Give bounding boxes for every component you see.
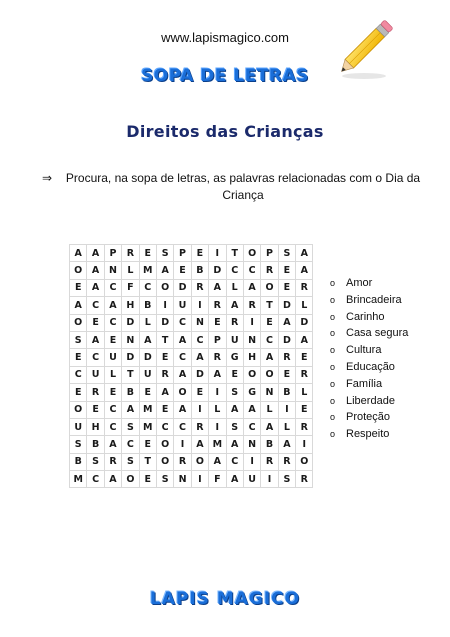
- grid-cell[interactable]: E: [296, 349, 313, 366]
- word-label: Proteção: [346, 411, 391, 424]
- grid-cell[interactable]: C: [139, 279, 156, 296]
- grid-cell[interactable]: C: [104, 401, 121, 418]
- grid-cell[interactable]: E: [87, 401, 104, 418]
- grid-cell[interactable]: S: [122, 418, 139, 435]
- word-label: Carinho: [346, 310, 385, 323]
- grid-cell[interactable]: R: [296, 471, 313, 488]
- grid-cell[interactable]: A: [104, 297, 121, 314]
- grid-cell[interactable]: S: [122, 453, 139, 470]
- grid-cell[interactable]: I: [209, 418, 226, 435]
- grid-cell[interactable]: D: [278, 297, 295, 314]
- grid-cell[interactable]: E: [296, 401, 313, 418]
- grid-row: [70, 418, 313, 435]
- grid-cell[interactable]: I: [174, 436, 191, 453]
- grid-cell[interactable]: C: [191, 331, 208, 348]
- word-list-item: [330, 275, 408, 292]
- grid-cell[interactable]: M: [139, 418, 156, 435]
- word-label: Família: [346, 377, 383, 390]
- grid-cell[interactable]: A: [174, 366, 191, 383]
- grid-cell[interactable]: E: [278, 262, 295, 279]
- grid-cell[interactable]: C: [87, 297, 104, 314]
- grid-cell[interactable]: D: [209, 262, 226, 279]
- arrow-icon: ⇒: [42, 171, 53, 185]
- grid-cell[interactable]: R: [209, 349, 226, 366]
- bullet-icon: o: [330, 278, 336, 288]
- word-search-grid: [69, 244, 313, 488]
- grid-cell[interactable]: M: [139, 401, 156, 418]
- grid-cell[interactable]: R: [209, 297, 226, 314]
- grid-cell[interactable]: I: [191, 401, 208, 418]
- grid-cell[interactable]: O: [243, 245, 260, 262]
- grid-cell[interactable]: A: [156, 262, 173, 279]
- grid-cell[interactable]: R: [261, 262, 278, 279]
- grid-cell[interactable]: E: [139, 436, 156, 453]
- grid-cell[interactable]: U: [226, 331, 243, 348]
- grid-cell[interactable]: B: [139, 297, 156, 314]
- grid-cell[interactable]: R: [122, 245, 139, 262]
- grid-cell[interactable]: S: [87, 453, 104, 470]
- grid-row: [70, 297, 313, 314]
- grid-cell[interactable]: E: [156, 349, 173, 366]
- grid-cell[interactable]: E: [278, 366, 295, 383]
- grid-cell[interactable]: S: [226, 418, 243, 435]
- grid-cell[interactable]: T: [156, 331, 173, 348]
- grid-cell[interactable]: L: [296, 297, 313, 314]
- grid-cell[interactable]: O: [70, 262, 87, 279]
- grid-cell[interactable]: A: [70, 297, 87, 314]
- grid-cell[interactable]: A: [87, 279, 104, 296]
- grid-cell[interactable]: E: [278, 279, 295, 296]
- grid-cell[interactable]: N: [104, 262, 121, 279]
- grid-cell[interactable]: D: [278, 331, 295, 348]
- grid-cell[interactable]: O: [243, 366, 260, 383]
- word-label: Liberdade: [346, 394, 395, 407]
- grid-cell[interactable]: H: [122, 297, 139, 314]
- grid-cell[interactable]: A: [174, 401, 191, 418]
- word-list-item: [330, 409, 408, 426]
- grid-cell[interactable]: A: [87, 331, 104, 348]
- grid-row: [70, 436, 313, 453]
- grid-cell[interactable]: D: [122, 314, 139, 331]
- grid-cell[interactable]: N: [191, 314, 208, 331]
- grid-cell[interactable]: M: [139, 262, 156, 279]
- grid-cell[interactable]: R: [87, 384, 104, 401]
- grid-cell[interactable]: A: [209, 453, 226, 470]
- grid-cell[interactable]: O: [261, 279, 278, 296]
- grid-cell[interactable]: I: [296, 436, 313, 453]
- bullet-icon: o: [330, 412, 336, 423]
- bullet-icon: o: [330, 311, 336, 322]
- grid-cell[interactable]: C: [70, 366, 87, 383]
- grid-cell[interactable]: D: [296, 314, 313, 331]
- word-list-item: [330, 426, 408, 443]
- grid-cell[interactable]: C: [243, 418, 260, 435]
- bullet-icon: o: [330, 429, 336, 440]
- grid-cell[interactable]: A: [226, 436, 243, 453]
- grid-cell[interactable]: R: [174, 453, 191, 470]
- grid-cell[interactable]: O: [191, 453, 208, 470]
- grid-cell[interactable]: E: [104, 331, 121, 348]
- grid-cell[interactable]: E: [156, 401, 173, 418]
- word-list-item: [330, 325, 408, 342]
- grid-cell[interactable]: P: [261, 245, 278, 262]
- grid-cell[interactable]: O: [156, 436, 173, 453]
- grid-cell[interactable]: I: [191, 471, 208, 488]
- grid-cell[interactable]: E: [70, 384, 87, 401]
- grid-cell[interactable]: L: [139, 314, 156, 331]
- grid-row: [70, 349, 313, 366]
- grid-cell[interactable]: D: [122, 349, 139, 366]
- grid-cell[interactable]: T: [122, 366, 139, 383]
- grid-row: [70, 471, 313, 488]
- grid-cell[interactable]: A: [87, 245, 104, 262]
- grid-cell[interactable]: A: [278, 436, 295, 453]
- grid-cell[interactable]: M: [70, 471, 87, 488]
- grid-cell[interactable]: E: [261, 314, 278, 331]
- grid-cell[interactable]: P: [209, 331, 226, 348]
- grid-cell[interactable]: A: [278, 314, 295, 331]
- word-label: Brincadeira: [346, 293, 402, 306]
- grid-cell[interactable]: E: [70, 349, 87, 366]
- bullet-icon: o: [330, 378, 336, 389]
- grid-cell[interactable]: I: [261, 471, 278, 488]
- grid-row: [70, 366, 313, 383]
- word-label: Educação: [346, 360, 395, 373]
- grid-cell[interactable]: B: [87, 436, 104, 453]
- grid-cell[interactable]: O: [122, 471, 139, 488]
- grid-cell[interactable]: A: [87, 262, 104, 279]
- grid-row: [70, 245, 313, 262]
- grid-row: [70, 453, 313, 470]
- grid-cell[interactable]: A: [70, 245, 87, 262]
- grid-cell[interactable]: S: [226, 384, 243, 401]
- grid-cell[interactable]: I: [209, 245, 226, 262]
- grid-cell[interactable]: R: [278, 453, 295, 470]
- grid-cell[interactable]: E: [70, 279, 87, 296]
- grid-cell[interactable]: R: [261, 453, 278, 470]
- grid-cell[interactable]: D: [174, 279, 191, 296]
- grid-cell[interactable]: O: [174, 384, 191, 401]
- grid-cell[interactable]: R: [278, 349, 295, 366]
- grid-cell[interactable]: C: [104, 418, 121, 435]
- grid-cell[interactable]: D: [139, 349, 156, 366]
- grid-cell[interactable]: G: [243, 384, 260, 401]
- word-list-item: [330, 359, 408, 376]
- bullet-icon: o: [330, 294, 336, 305]
- grid-cell[interactable]: H: [243, 349, 260, 366]
- grid-cell[interactable]: D: [156, 314, 173, 331]
- grid-cell[interactable]: L: [104, 366, 121, 383]
- grid-cell[interactable]: B: [261, 436, 278, 453]
- word-list-item: [330, 309, 408, 326]
- grid-cell[interactable]: T: [226, 245, 243, 262]
- grid-cell[interactable]: I: [156, 297, 173, 314]
- grid-cell[interactable]: R: [156, 366, 173, 383]
- grid-cell[interactable]: S: [70, 436, 87, 453]
- grid-cell[interactable]: A: [156, 384, 173, 401]
- grid-cell[interactable]: T: [261, 297, 278, 314]
- grid-cell[interactable]: C: [104, 279, 121, 296]
- grid-cell[interactable]: A: [191, 436, 208, 453]
- grid-cell[interactable]: B: [122, 384, 139, 401]
- bullet-icon: o: [330, 328, 336, 339]
- grid-cell[interactable]: U: [174, 297, 191, 314]
- grid-cell[interactable]: A: [243, 279, 260, 296]
- grid-cell[interactable]: C: [174, 418, 191, 435]
- grid-cell[interactable]: N: [243, 436, 260, 453]
- grid-cell[interactable]: P: [174, 245, 191, 262]
- grid-cell[interactable]: U: [104, 349, 121, 366]
- word-label: Respeito: [346, 428, 390, 441]
- word-label: Cultura: [346, 344, 382, 357]
- word-label: Casa segura: [346, 327, 409, 340]
- footer-logo: LAPIS MAGICO: [149, 589, 301, 609]
- grid-cell[interactable]: E: [139, 384, 156, 401]
- grid-cell[interactable]: A: [296, 262, 313, 279]
- grid-cell[interactable]: E: [226, 366, 243, 383]
- grid-cell[interactable]: B: [278, 384, 295, 401]
- grid-cell[interactable]: C: [226, 262, 243, 279]
- grid-cell[interactable]: F: [209, 471, 226, 488]
- grid-cell[interactable]: U: [70, 418, 87, 435]
- grid-cell[interactable]: E: [139, 245, 156, 262]
- grid-cell[interactable]: A: [296, 331, 313, 348]
- grid-cell[interactable]: A: [226, 471, 243, 488]
- site-url[interactable]: www.lapismagico.com: [161, 30, 289, 45]
- grid-row: [70, 331, 313, 348]
- word-list-item: [330, 393, 408, 410]
- grid-cell[interactable]: C: [104, 314, 121, 331]
- grid-cell[interactable]: L: [226, 279, 243, 296]
- grid-cell[interactable]: A: [226, 297, 243, 314]
- grid-cell[interactable]: N: [261, 384, 278, 401]
- grid-row: [70, 384, 313, 401]
- grid-cell[interactable]: D: [191, 366, 208, 383]
- grid-cell[interactable]: S: [156, 471, 173, 488]
- grid-cell[interactable]: C: [174, 349, 191, 366]
- instruction-text: Procura, na sopa de letras, as palavras relacionadas com o Dia da Criança: [65, 171, 421, 202]
- grid-cell[interactable]: O: [70, 401, 87, 418]
- grid-cell[interactable]: P: [104, 245, 121, 262]
- grid-cell[interactable]: U: [87, 366, 104, 383]
- grid-cell[interactable]: A: [209, 279, 226, 296]
- word-list-item: [330, 342, 408, 359]
- word-list: [330, 275, 408, 443]
- grid-cell[interactable]: L: [278, 418, 295, 435]
- grid-cell[interactable]: S: [70, 331, 87, 348]
- grid-cell[interactable]: C: [156, 418, 173, 435]
- grid-cell[interactable]: A: [226, 401, 243, 418]
- grid-cell[interactable]: I: [191, 297, 208, 314]
- grid-cell[interactable]: R: [191, 418, 208, 435]
- grid-cell[interactable]: A: [174, 331, 191, 348]
- page-title: SOPA DE LETRAS: [141, 66, 309, 86]
- grid-cell[interactable]: A: [139, 331, 156, 348]
- grid-cell[interactable]: U: [243, 471, 260, 488]
- grid-cell[interactable]: S: [278, 471, 295, 488]
- grid-cell[interactable]: A: [296, 245, 313, 262]
- grid-cell[interactable]: L: [209, 401, 226, 418]
- grid-cell[interactable]: M: [209, 436, 226, 453]
- grid-cell[interactable]: E: [139, 471, 156, 488]
- grid-cell[interactable]: R: [296, 366, 313, 383]
- grid-cell[interactable]: O: [156, 279, 173, 296]
- grid-cell[interactable]: B: [191, 262, 208, 279]
- grid-cell[interactable]: E: [104, 384, 121, 401]
- grid-cell[interactable]: E: [87, 314, 104, 331]
- grid-cell[interactable]: A: [191, 349, 208, 366]
- grid-cell[interactable]: A: [104, 471, 121, 488]
- grid-cell[interactable]: C: [87, 471, 104, 488]
- bullet-icon: o: [330, 361, 336, 372]
- grid-cell[interactable]: L: [261, 401, 278, 418]
- grid-cell[interactable]: L: [296, 384, 313, 401]
- grid-cell[interactable]: E: [209, 314, 226, 331]
- instruction: [42, 170, 422, 204]
- grid-cell[interactable]: O: [156, 453, 173, 470]
- grid-cell[interactable]: C: [122, 436, 139, 453]
- grid-cell[interactable]: N: [122, 331, 139, 348]
- grid-cell[interactable]: E: [191, 384, 208, 401]
- grid-cell[interactable]: A: [122, 401, 139, 418]
- grid-cell[interactable]: O: [70, 314, 87, 331]
- grid-cell[interactable]: F: [122, 279, 139, 296]
- grid-cell[interactable]: S: [156, 245, 173, 262]
- grid-row: [70, 262, 313, 279]
- grid-cell[interactable]: I: [243, 453, 260, 470]
- grid-cell[interactable]: B: [70, 453, 87, 470]
- grid-cell[interactable]: E: [174, 262, 191, 279]
- grid-row: [70, 279, 313, 296]
- grid-cell[interactable]: A: [261, 349, 278, 366]
- bullet-icon: o: [330, 345, 336, 356]
- grid-cell[interactable]: L: [122, 262, 139, 279]
- grid-cell[interactable]: N: [174, 471, 191, 488]
- grid-cell[interactable]: I: [243, 314, 260, 331]
- bullet-icon: o: [330, 395, 336, 406]
- grid-cell[interactable]: A: [261, 418, 278, 435]
- grid-cell[interactable]: R: [191, 279, 208, 296]
- grid-cell[interactable]: N: [243, 331, 260, 348]
- grid-cell[interactable]: R: [104, 453, 121, 470]
- grid-cell[interactable]: R: [243, 297, 260, 314]
- grid-cell[interactable]: C: [261, 331, 278, 348]
- grid-cell[interactable]: A: [243, 401, 260, 418]
- grid-cell[interactable]: O: [261, 366, 278, 383]
- grid-cell[interactable]: H: [87, 418, 104, 435]
- grid-cell[interactable]: R: [296, 279, 313, 296]
- page-subtitle: Direitos das Crianças: [126, 122, 324, 141]
- grid-cell[interactable]: C: [243, 262, 260, 279]
- grid-cell[interactable]: A: [104, 436, 121, 453]
- grid-row: [70, 314, 313, 331]
- grid-cell[interactable]: R: [226, 314, 243, 331]
- grid-cell[interactable]: E: [191, 245, 208, 262]
- grid-cell[interactable]: I: [209, 384, 226, 401]
- grid-cell[interactable]: R: [296, 418, 313, 435]
- grid-cell[interactable]: A: [209, 366, 226, 383]
- grid-cell[interactable]: G: [226, 349, 243, 366]
- grid-row: [70, 401, 313, 418]
- grid-cell[interactable]: C: [87, 349, 104, 366]
- grid-cell[interactable]: I: [278, 401, 295, 418]
- word-list-item: [330, 292, 408, 309]
- word-list-item: [330, 376, 408, 393]
- grid-cell[interactable]: C: [226, 453, 243, 470]
- grid-cell[interactable]: T: [139, 453, 156, 470]
- word-label: Amor: [346, 277, 373, 289]
- grid-cell[interactable]: O: [296, 453, 313, 470]
- grid-cell[interactable]: U: [139, 366, 156, 383]
- grid-cell[interactable]: S: [278, 245, 295, 262]
- grid-cell[interactable]: C: [174, 314, 191, 331]
